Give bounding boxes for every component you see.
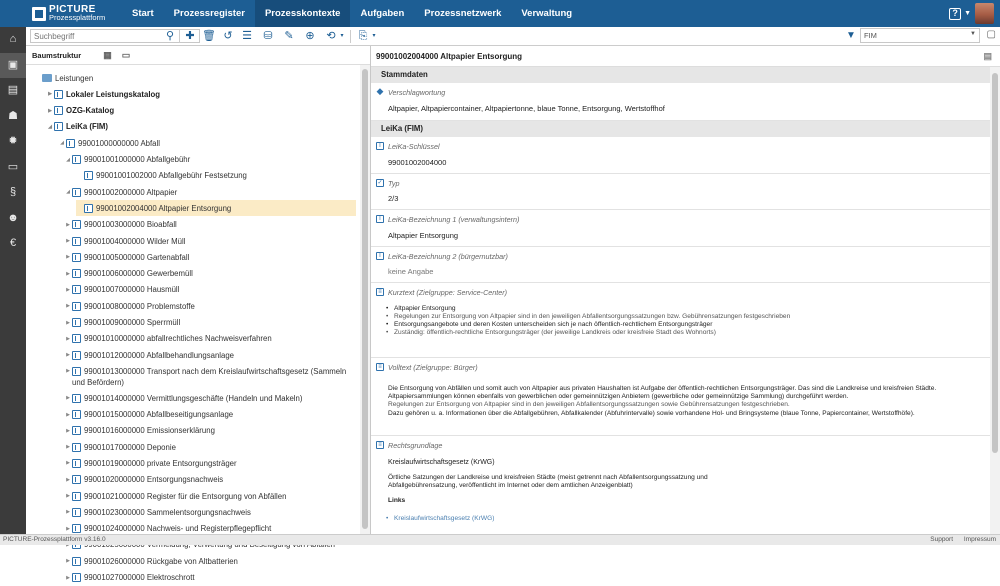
tree-node[interactable] (64, 298, 195, 314)
tree-node-label: 99001001002000 Abfallgebühr Festsetzung (96, 171, 247, 181)
top-navigation (0, 0, 1000, 27)
tree-node-label: LeiKa (FIM) (66, 122, 109, 132)
status-bar (0, 534, 1000, 545)
catalog-icon (72, 237, 81, 246)
field-rechtsgrundlage: ≡ Rechtsgrundlage Kreislaufwirtschaftsgesetz (KrWG) Örtliche Satzungen der Landkreise und kreisfreien Städte (meist getrennt nach Abfallentsorgungssatzung und Abfallgebührensatzung, veröffentlicht im Internet oder dem amtlichen Anzeigenblatt) Links • Kreislaufwirtschaftsgesetz (KrWG) (371, 436, 990, 546)
collapse-icon[interactable]: ◢ (60, 140, 64, 147)
tree-node-label: 99001016000000 Emissionserklärung (84, 426, 215, 436)
filter-icon: ▼ (846, 30, 856, 41)
expand-icon[interactable]: ▶ (66, 558, 70, 565)
icon-rail (0, 27, 26, 534)
expand-icon[interactable]: ▶ (66, 254, 70, 261)
tree-node[interactable] (64, 331, 272, 347)
text-field-icon: T (376, 252, 384, 260)
table-view-icon[interactable]: ▦ (103, 49, 112, 60)
expand-icon[interactable]: ▶ (66, 509, 70, 516)
tree-node-label: 99001006000000 Gewerbemüll (84, 269, 193, 279)
catalog-icon (72, 188, 81, 197)
expand-icon[interactable]: ▶ (66, 335, 70, 342)
field-bezeichnung-1: T LeiKa-Bezeichnung 1 (verwaltungsintern) Altpapier Entsorgung (371, 210, 990, 247)
catalog-icon (72, 269, 81, 278)
volltext-body: Die Entsorgung von Abfällen und somit auch von Altpapier aus privaten Haushalten ist Aufgabe der öffentlich-rechtlichen Entsorgungsträger. Das sind die Landkreise und kreisfreien Städte. Altpapiersammlungen können ebenfalls von gewerblichen oder gemeinnützigen Anbietern (gewerbliche oder gemeinnützige Sammlung) durchgeführt werden. Regelungen zur Entsorgung von Altpapier sind in den jeweiligen Abfallentsorgungssatzungen sowie Gebührensatzungen festgeschrieben. Dazu gehören u. a. Informationen über die Abfallgebühren, Abfallkalender (Abfuhrintervalle) sowie vorhandene Hol- und Bringsysteme (blaue Tonne, Papiercontainer, Wertstoffhöfe). (388, 385, 937, 417)
tree-node-label: 99001012000000 Abfallbehandlungsanlage (84, 350, 235, 360)
tree-node-label: 99001027000000 Elektroschrott (84, 573, 195, 582)
text-field-icon: T (376, 142, 384, 150)
catalog-icon (72, 302, 81, 311)
rail-document-icon[interactable]: ▤ (7, 84, 19, 97)
expand-icon[interactable]: ▶ (66, 238, 70, 244)
list-item: • Entsorgungsangebote und deren Kosten unterscheiden sich je nach öffentlich-rechtlichem Entsorgungsträger (386, 321, 986, 329)
tree-node-label: 99001010000000 abfallrechtliches Nachweisverfahren (84, 334, 272, 344)
kurztext-list (386, 305, 986, 337)
expand-icon[interactable]: ▶ (66, 221, 70, 228)
tree-node-label: OZG-Katalog (66, 106, 115, 116)
rich-text-icon: ≡ (376, 363, 384, 371)
tree-node[interactable] (64, 472, 223, 488)
tree-node-label-continued[interactable]: und Befördern) (72, 378, 125, 388)
list-item: • Regelungen zur Entsorgung von Altpapier sind in den jeweiligen Abfallentsorgungssatzungen bzw. Gebührensatzungen festgeschrieben (386, 313, 986, 321)
expand-icon[interactable]: ▶ (66, 286, 70, 293)
add-icon[interactable]: ✚ (185, 30, 195, 42)
tree-node[interactable] (46, 119, 108, 135)
field-bezeichnung-2: T LeiKa-Bezeichnung 2 (bürgernutzbar) keine Angabe (371, 247, 990, 283)
chevron-down-icon: ▼ (970, 31, 976, 37)
catalog-icon (72, 524, 81, 533)
rail-gear-icon[interactable]: ✹ (8, 135, 18, 148)
catalog-icon (72, 443, 81, 452)
tree-node[interactable] (64, 266, 193, 282)
tree-node[interactable] (64, 217, 177, 233)
tree-node-label: 99001008000000 Problemstoffe (84, 301, 195, 311)
nav-prozesskontexte[interactable]: Prozesskontexte (255, 0, 351, 27)
field-verschlagwortung: ◆ Verschlagwortung Altpapier, Altpapiercontainer, Altpapiertonne, blaue Tonne, Entsorgung, Wertstoffhof (371, 83, 990, 121)
catalog-icon (54, 122, 63, 131)
expand-icon[interactable]: ▶ (48, 91, 52, 98)
tree-node[interactable] (64, 570, 195, 586)
expand-icon[interactable]: ▶ (66, 352, 70, 359)
tree-node-label: 99001020000000 Entsorgungsnachweis (84, 475, 224, 485)
expand-icon[interactable]: ▶ (66, 427, 70, 434)
tree-node[interactable] (58, 135, 160, 151)
menu-icon[interactable]: ▤ (983, 51, 992, 61)
delete-icon[interactable]: 🗑︎ (202, 30, 216, 42)
expand-icon[interactable]: ▶ (66, 525, 70, 532)
tree-node-label: 99001023000000 Sammelentsorgungsnachweis (84, 507, 251, 517)
export-icon[interactable]: ⎘ (358, 30, 368, 42)
catalog-icon (72, 334, 81, 343)
nav-verwaltung[interactable]: Verwaltung (521, 8, 573, 19)
section-stammdaten: Stammdaten (371, 67, 990, 83)
collapse-icon[interactable]: ◢ (66, 156, 70, 163)
rail-person-icon[interactable]: ☻ (7, 211, 19, 224)
expand-icon[interactable]: ▶ (66, 444, 70, 451)
tree-node[interactable] (64, 233, 185, 249)
tree-node[interactable] (46, 103, 114, 119)
text-field-icon: T (376, 215, 384, 223)
tree-node[interactable] (64, 184, 177, 200)
catalog-icon (72, 220, 81, 229)
catalog-icon (84, 204, 93, 213)
tree-node-label: 99001021000000 Register für die Entsorgung von Abfällen (84, 491, 287, 501)
expand-icon[interactable]: ▶ (66, 319, 70, 326)
tree-node[interactable] (64, 423, 215, 439)
tree-node[interactable] (64, 152, 190, 168)
zoom-icon[interactable]: ⊕ (305, 30, 315, 42)
catalog-icon (72, 285, 81, 294)
catalog-icon (72, 573, 81, 582)
rich-text-icon: ≡ (376, 288, 384, 296)
stamp-icon[interactable]: ⛁ (263, 30, 273, 42)
tag-icon: ◆ (376, 86, 384, 96)
tree-panel-title: Baumstruktur (32, 50, 82, 60)
tree-node[interactable] (64, 504, 251, 520)
tree-node-label: 99001015000000 Abfallbeseitigungsanlage (84, 410, 234, 419)
expand-icon[interactable]: ▶ (48, 107, 52, 114)
nav-start[interactable]: Start (132, 8, 154, 19)
tree-node[interactable] (64, 455, 237, 471)
filter-select[interactable]: FIM ▼ (860, 28, 980, 43)
search-icon[interactable]: ⚲ (165, 30, 175, 42)
tree-node-label: 99001005000000 Gartenabfall (84, 252, 190, 262)
catalog-icon (72, 351, 81, 360)
tree-node[interactable] (64, 347, 234, 363)
tree-node[interactable] (64, 315, 180, 331)
tree-node-label: 99001026000000 Rückgabe von Altbatterien (84, 556, 238, 566)
catalog-icon (54, 90, 63, 99)
rail-paragraph-icon[interactable]: § (9, 186, 17, 199)
tree-node-label: Lokaler Leistungskatalog (66, 89, 161, 99)
detail-scrollbar[interactable] (990, 67, 1000, 534)
tree-node-label: 99001024000000 Nachweis- und Registerpflegepflicht (84, 524, 272, 534)
help-icon[interactable]: ? (949, 8, 961, 20)
collapse-icon[interactable]: ◢ (48, 123, 52, 130)
expand-icon[interactable]: ▶ (66, 303, 70, 310)
impressum-link[interactable]: Impressum (963, 536, 996, 543)
tree-node-label: 99001004000000 Wilder Müll (84, 236, 186, 246)
chevron-down-icon[interactable]: ▾ (340, 33, 344, 39)
catalog-icon (54, 106, 63, 115)
detail-title: 99001002004000 Altpapier Entsorgung (376, 52, 522, 61)
tree-node[interactable] (64, 439, 176, 455)
tree-node[interactable] (64, 249, 189, 265)
field-leika-schluessel: T LeiKa-Schlüssel 99001002004000 (371, 137, 990, 174)
nav-aufgaben[interactable]: Aufgaben (360, 8, 405, 19)
tree-node[interactable] (76, 168, 247, 184)
expand-icon[interactable]: ▶ (66, 368, 70, 375)
tree-node-label: 99001009000000 Sperrmüll (84, 318, 181, 327)
list-item: • Zuständig: öffentlich-rechtliche Entsorgungsträger (der jeweilige Landkreis oder kreisfreie Stadt des Wohnorts) (386, 329, 986, 337)
tree-node-label: 99001001000000 Abfallgebühr (84, 155, 191, 164)
logo-title: PICTURE (49, 3, 96, 15)
expand-icon[interactable]: ▶ (66, 476, 70, 483)
support-link[interactable]: Support (930, 536, 954, 543)
collapse-icon[interactable]: ◢ (66, 189, 70, 196)
filter (846, 28, 980, 43)
catalog-icon (72, 394, 81, 403)
catalog-icon (84, 171, 93, 180)
tree-node-label: 99001017000000 Deponie (84, 442, 176, 452)
catalog-icon (72, 492, 81, 501)
edit-icon[interactable]: ✎ (284, 30, 294, 42)
catalog-icon (72, 508, 81, 517)
field-kurztext: ≡ Kurztext (Zielgruppe: Service-Center) • Altpapier Entsorgung • Regelungen zur Entsorgung von Altpapier sind in den jeweiligen Abfallentsorgungssatzungen bzw. Gebührensatzungen festgeschrieben • Entsorgungsangebote und deren Kosten unterscheiden sich je nach öffentlich-rechtlichem Entsorgungsträger • Zuständig: öffentlich-rechtliche Entsorgungsträger (der jeweilige Landkreis oder kreisfreie Stadt des Wohnorts) (371, 283, 990, 358)
expand-icon[interactable]: ▶ (66, 270, 70, 277)
section-leika: LeiKa (FIM) (371, 121, 990, 137)
detail-panel (371, 46, 1000, 534)
rail-users-icon[interactable]: ☗ (8, 109, 18, 122)
tree-node[interactable] (64, 553, 238, 569)
tree-node-label: 99001013000000 Transport nach dem Kreislaufwirtschaftsgesetz (Sammeln (84, 366, 347, 376)
expand-icon[interactable]: ▶ (66, 395, 70, 402)
rail-book-icon[interactable]: ▣ (0, 53, 26, 79)
catalog-icon (72, 557, 81, 566)
tree-node-label: 99001007000000 Hausmüll (84, 285, 180, 295)
tree-node-selected[interactable] (76, 200, 356, 216)
catalog-icon (72, 459, 81, 468)
link-krwg[interactable]: • Kreislaufwirtschaftsgesetz (KrWG) (386, 515, 494, 523)
refresh-icon[interactable]: ⟲ (326, 30, 336, 42)
history-icon[interactable]: ↺ (223, 30, 233, 42)
tree-node-label: 99001003000000 Bioabfall (84, 220, 177, 230)
toolbar (26, 27, 1000, 46)
catalog-icon (72, 426, 81, 435)
field-volltext: ≡ Volltext (Zielgruppe: Bürger) Die Entsorgung von Abfällen und somit auch von Altpapier aus privaten Haushalten ist Aufgabe der öffentlich-rechtlichen Entsorgungsträger. Das sind die Landkreise und kreisfreien Städte. Altpapiersammlungen können ebenfalls von gewerblichen oder gemeinnützigen Anbietern (gewerbliche oder gemeinnützige Sammlung) durchgeführt werden. Regelungen zur Entsorgung von Altpapier sind in den jeweiligen Abfallentsorgungssatzungen sowie Gebührensatzungen festgeschrieben. Dazu gehören u. a. Informationen über die Abfallgebühren, Abfallkalender (Abfuhrintervalle) sowie vorhandene Hol- und Bringsysteme (blaue Tonne, Papiercontainer, Wertstoffhöfe). (371, 358, 990, 436)
tree-node-label: 99001002004000 Altpapier Entsorgung (96, 203, 232, 213)
expand-icon[interactable]: ▶ (66, 493, 70, 499)
rail-monitor-icon[interactable]: ▭ (7, 160, 19, 173)
catalog-icon (66, 139, 75, 148)
expand-icon[interactable]: ▶ (66, 460, 70, 467)
catalog-icon (72, 410, 81, 419)
links-heading: Links (388, 497, 406, 504)
version-text: PICTURE-Prozessplattform v3.16.0 (3, 536, 106, 543)
rich-text-icon: ≡ (376, 441, 384, 449)
catalog-icon (72, 475, 81, 484)
tree-node[interactable] (46, 86, 160, 102)
tree-node-label: 99001000000000 Abfall (78, 138, 160, 148)
catalog-icon (72, 253, 81, 262)
catalog-icon (72, 318, 81, 327)
tree-node[interactable] (34, 70, 93, 86)
chevron-down-icon[interactable]: ▼ (964, 10, 971, 17)
rail-euro-icon[interactable]: € (9, 237, 17, 250)
tree-node-label: 99001002000000 Altpapier (84, 187, 178, 197)
document-list-icon[interactable]: ☰ (242, 30, 252, 42)
detail-content (371, 67, 990, 534)
panel-toggle-icon[interactable]: ▢ (986, 29, 996, 40)
tree-node[interactable] (64, 407, 233, 423)
logo-subtitle: Prozessplattform (49, 12, 106, 22)
expand-icon[interactable]: ▶ (66, 574, 70, 581)
tree-node[interactable] (64, 488, 286, 504)
logo-mark-icon (32, 7, 46, 21)
tree-node[interactable] (64, 390, 302, 406)
catalog-icon (72, 155, 81, 164)
list-item: • Altpapier Entsorgung (386, 305, 986, 313)
logo[interactable] (0, 0, 122, 27)
tree-scrollbar[interactable] (360, 65, 370, 534)
nav-prozessregister[interactable]: Prozessregister (173, 8, 245, 19)
chevron-down-icon[interactable]: ▾ (372, 33, 376, 39)
nav-prozessnetzwerk[interactable]: Prozessnetzwerk (424, 8, 502, 19)
tree-node-label: Leistungen (55, 73, 94, 83)
tree-node-label: 99001014000000 Vermittlungsgeschäfte (Handeln und Makeln) (84, 393, 303, 403)
tree-node-label: 99001019000000 private Entsorgungsträger (84, 458, 237, 468)
comment-icon[interactable]: ▭ (121, 49, 131, 60)
field-typ: ✓ Typ 2/3 (371, 174, 990, 210)
rail-home-icon[interactable]: ⌂ (9, 33, 17, 46)
expand-icon[interactable]: ▶ (66, 411, 70, 418)
checkbox-icon: ✓ (377, 180, 383, 186)
tree-node[interactable] (64, 282, 179, 298)
avatar[interactable] (975, 3, 994, 24)
folder-icon (42, 74, 52, 82)
